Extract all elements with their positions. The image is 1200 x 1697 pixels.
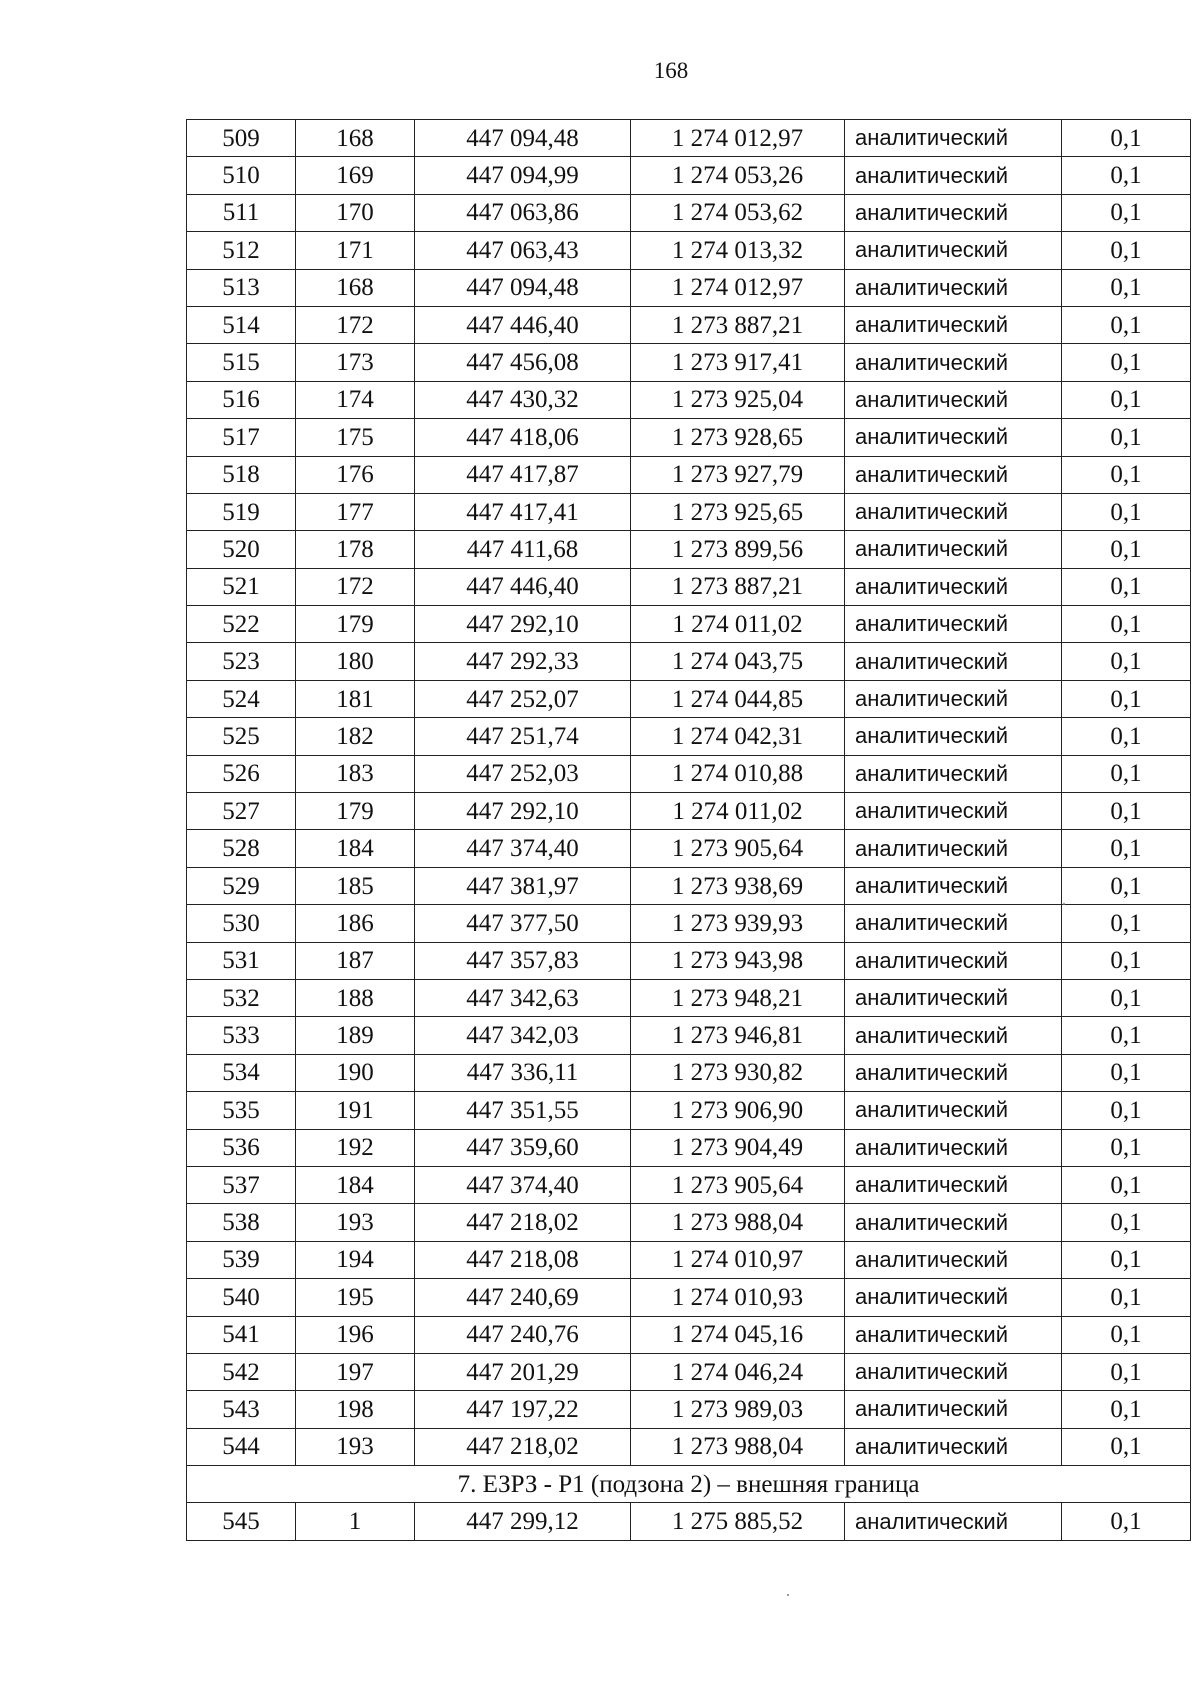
x-coordinate-cell: 447 374,40 xyxy=(415,830,631,867)
accuracy-cell: 0,1 xyxy=(1062,1391,1191,1428)
x-coordinate-cell: 447 251,74 xyxy=(415,718,631,755)
scan-speck xyxy=(1063,903,1065,905)
section-title: 7. ЕЗРЗ - Р1 (подзона 2) – внешняя граница xyxy=(187,1466,1191,1503)
accuracy-cell: 0,1 xyxy=(1062,680,1191,717)
scan-speck xyxy=(787,1594,789,1596)
method-cell: аналитический xyxy=(845,194,1062,231)
accuracy-cell: 0,1 xyxy=(1062,1428,1191,1465)
table-row xyxy=(187,942,1191,979)
x-coordinate-cell: 447 381,97 xyxy=(415,867,631,904)
accuracy-cell: 0,1 xyxy=(1062,942,1191,979)
y-coordinate-cell: 1 274 045,16 xyxy=(631,1316,845,1353)
row-number-cell: 522 xyxy=(187,606,296,643)
x-coordinate-cell: 447 292,33 xyxy=(415,643,631,680)
x-coordinate-cell: 447 377,50 xyxy=(415,905,631,942)
row-number-cell: 530 xyxy=(187,905,296,942)
row-number-cell: 523 xyxy=(187,643,296,680)
accuracy-cell: 0,1 xyxy=(1062,1017,1191,1054)
y-coordinate-cell: 1 273 925,65 xyxy=(631,493,845,530)
table-row xyxy=(187,755,1191,792)
table-row xyxy=(187,1092,1191,1129)
table-row xyxy=(187,232,1191,269)
table-row xyxy=(187,493,1191,530)
row-number-cell: 529 xyxy=(187,867,296,904)
y-coordinate-cell: 1 274 044,85 xyxy=(631,680,845,717)
x-coordinate-cell: 447 218,02 xyxy=(415,1428,631,1465)
y-coordinate-cell: 1 273 906,90 xyxy=(631,1092,845,1129)
page-number: 168 xyxy=(653,58,689,83)
method-cell: аналитический xyxy=(845,905,1062,942)
y-coordinate-cell: 1 274 053,62 xyxy=(631,194,845,231)
x-coordinate-cell: 447 094,99 xyxy=(415,157,631,194)
x-coordinate-cell: 447 456,08 xyxy=(415,344,631,381)
x-coordinate-cell: 447 374,40 xyxy=(415,1166,631,1203)
row-number-cell: 521 xyxy=(187,568,296,605)
point-number-cell: 182 xyxy=(296,718,415,755)
row-number-cell: 515 xyxy=(187,344,296,381)
accuracy-cell: 0,1 xyxy=(1062,979,1191,1016)
accuracy-cell: 0,1 xyxy=(1062,456,1191,493)
point-number-cell: 175 xyxy=(296,419,415,456)
method-cell: аналитический xyxy=(845,1017,1062,1054)
y-coordinate-cell: 1 273 905,64 xyxy=(631,1166,845,1203)
table-row xyxy=(187,568,1191,605)
accuracy-cell: 0,1 xyxy=(1062,381,1191,418)
table-row xyxy=(187,381,1191,418)
accuracy-cell: 0,1 xyxy=(1062,493,1191,530)
row-number-cell: 518 xyxy=(187,456,296,493)
table-row xyxy=(187,419,1191,456)
y-coordinate-cell: 1 273 887,21 xyxy=(631,306,845,343)
table-row xyxy=(187,306,1191,343)
accuracy-cell: 0,1 xyxy=(1062,830,1191,867)
point-number-cell: 172 xyxy=(296,306,415,343)
point-number-cell: 172 xyxy=(296,568,415,605)
x-coordinate-cell: 447 218,08 xyxy=(415,1241,631,1278)
table-row xyxy=(187,867,1191,904)
x-coordinate-cell: 447 446,40 xyxy=(415,306,631,343)
accuracy-cell: 0,1 xyxy=(1062,606,1191,643)
table-row xyxy=(187,1316,1191,1353)
row-number-cell: 540 xyxy=(187,1279,296,1316)
x-coordinate-cell: 447 299,12 xyxy=(415,1503,631,1540)
point-number-cell: 189 xyxy=(296,1017,415,1054)
y-coordinate-cell: 1 273 989,03 xyxy=(631,1391,845,1428)
accuracy-cell: 0,1 xyxy=(1062,419,1191,456)
table-row xyxy=(187,1054,1191,1091)
y-coordinate-cell: 1 273 939,93 xyxy=(631,905,845,942)
x-coordinate-cell: 447 336,11 xyxy=(415,1054,631,1091)
accuracy-cell: 0,1 xyxy=(1062,793,1191,830)
method-cell: аналитический xyxy=(845,1129,1062,1166)
x-coordinate-cell: 447 252,07 xyxy=(415,680,631,717)
table-row xyxy=(187,793,1191,830)
y-coordinate-cell: 1 273 927,79 xyxy=(631,456,845,493)
point-number-cell: 174 xyxy=(296,381,415,418)
x-coordinate-cell: 447 240,69 xyxy=(415,1279,631,1316)
row-number-cell: 541 xyxy=(187,1316,296,1353)
y-coordinate-cell: 1 274 010,97 xyxy=(631,1241,845,1278)
x-coordinate-cell: 447 218,02 xyxy=(415,1204,631,1241)
point-number-cell: 191 xyxy=(296,1092,415,1129)
method-cell: аналитический xyxy=(845,867,1062,904)
y-coordinate-cell: 1 273 899,56 xyxy=(631,531,845,568)
accuracy-cell: 0,1 xyxy=(1062,1129,1191,1166)
method-cell: аналитический xyxy=(845,1166,1062,1203)
row-number-cell: 538 xyxy=(187,1204,296,1241)
x-coordinate-cell: 447 418,06 xyxy=(415,419,631,456)
y-coordinate-cell: 1 273 904,49 xyxy=(631,1129,845,1166)
point-number-cell: 197 xyxy=(296,1353,415,1390)
method-cell: аналитический xyxy=(845,793,1062,830)
row-number-cell: 517 xyxy=(187,419,296,456)
accuracy-cell: 0,1 xyxy=(1062,1204,1191,1241)
x-coordinate-cell: 447 292,10 xyxy=(415,793,631,830)
row-number-cell: 539 xyxy=(187,1241,296,1278)
point-number-cell: 185 xyxy=(296,867,415,904)
table-row xyxy=(187,120,1191,157)
y-coordinate-cell: 1 274 042,31 xyxy=(631,718,845,755)
method-cell: аналитический xyxy=(845,456,1062,493)
point-number-cell: 168 xyxy=(296,269,415,306)
y-coordinate-cell: 1 274 011,02 xyxy=(631,606,845,643)
point-number-cell: 193 xyxy=(296,1428,415,1465)
row-number-cell: 510 xyxy=(187,157,296,194)
x-coordinate-cell: 447 411,68 xyxy=(415,531,631,568)
x-coordinate-cell: 447 252,03 xyxy=(415,755,631,792)
method-cell: аналитический xyxy=(845,1428,1062,1465)
coordinates-table xyxy=(186,119,1191,1541)
row-number-cell: 531 xyxy=(187,942,296,979)
method-cell: аналитический xyxy=(845,1054,1062,1091)
table-row xyxy=(187,643,1191,680)
method-cell: аналитический xyxy=(845,381,1062,418)
accuracy-cell: 0,1 xyxy=(1062,568,1191,605)
point-number-cell: 181 xyxy=(296,680,415,717)
point-number-cell: 188 xyxy=(296,979,415,1016)
method-cell: аналитический xyxy=(845,493,1062,530)
row-number-cell: 519 xyxy=(187,493,296,530)
point-number-cell: 177 xyxy=(296,493,415,530)
accuracy-cell: 0,1 xyxy=(1062,1353,1191,1390)
point-number-cell: 192 xyxy=(296,1129,415,1166)
y-coordinate-cell: 1 274 012,97 xyxy=(631,120,845,157)
point-number-cell: 1 xyxy=(296,1503,415,1540)
y-coordinate-cell: 1 274 010,88 xyxy=(631,755,845,792)
y-coordinate-cell: 1 275 885,52 xyxy=(631,1503,845,1540)
y-coordinate-cell: 1 273 905,64 xyxy=(631,830,845,867)
x-coordinate-cell: 447 342,03 xyxy=(415,1017,631,1054)
table-row xyxy=(187,1166,1191,1203)
y-coordinate-cell: 1 273 938,69 xyxy=(631,867,845,904)
accuracy-cell: 0,1 xyxy=(1062,1092,1191,1129)
row-number-cell: 544 xyxy=(187,1428,296,1465)
x-coordinate-cell: 447 357,83 xyxy=(415,942,631,979)
table-row xyxy=(187,1017,1191,1054)
row-number-cell: 514 xyxy=(187,306,296,343)
row-number-cell: 534 xyxy=(187,1054,296,1091)
table-row xyxy=(187,269,1191,306)
row-number-cell: 542 xyxy=(187,1353,296,1390)
point-number-cell: 198 xyxy=(296,1391,415,1428)
table-row xyxy=(187,194,1191,231)
method-cell: аналитический xyxy=(845,1503,1062,1540)
point-number-cell: 190 xyxy=(296,1054,415,1091)
x-coordinate-cell: 447 417,87 xyxy=(415,456,631,493)
table-row xyxy=(187,1391,1191,1428)
y-coordinate-cell: 1 273 988,04 xyxy=(631,1204,845,1241)
x-coordinate-cell: 447 063,86 xyxy=(415,194,631,231)
accuracy-cell: 0,1 xyxy=(1062,1054,1191,1091)
method-cell: аналитический xyxy=(845,419,1062,456)
table-row xyxy=(187,344,1191,381)
table-row xyxy=(187,1353,1191,1390)
point-number-cell: 170 xyxy=(296,194,415,231)
table-row xyxy=(187,979,1191,1016)
x-coordinate-cell: 447 342,63 xyxy=(415,979,631,1016)
y-coordinate-cell: 1 274 043,75 xyxy=(631,643,845,680)
x-coordinate-cell: 447 201,29 xyxy=(415,1353,631,1390)
method-cell: аналитический xyxy=(845,643,1062,680)
method-cell: аналитический xyxy=(845,1092,1062,1129)
x-coordinate-cell: 447 240,76 xyxy=(415,1316,631,1353)
row-number-cell: 527 xyxy=(187,793,296,830)
y-coordinate-cell: 1 274 010,93 xyxy=(631,1279,845,1316)
y-coordinate-cell: 1 273 948,21 xyxy=(631,979,845,1016)
method-cell: аналитический xyxy=(845,942,1062,979)
accuracy-cell: 0,1 xyxy=(1062,1241,1191,1278)
accuracy-cell: 0,1 xyxy=(1062,1316,1191,1353)
point-number-cell: 179 xyxy=(296,606,415,643)
row-number-cell: 524 xyxy=(187,680,296,717)
method-cell: аналитический xyxy=(845,830,1062,867)
x-coordinate-cell: 447 063,43 xyxy=(415,232,631,269)
row-number-cell: 545 xyxy=(187,1503,296,1540)
point-number-cell: 180 xyxy=(296,643,415,680)
y-coordinate-cell: 1 273 946,81 xyxy=(631,1017,845,1054)
y-coordinate-cell: 1 274 046,24 xyxy=(631,1353,845,1390)
method-cell: аналитический xyxy=(845,718,1062,755)
method-cell: аналитический xyxy=(845,232,1062,269)
accuracy-cell: 0,1 xyxy=(1062,867,1191,904)
point-number-cell: 196 xyxy=(296,1316,415,1353)
row-number-cell: 535 xyxy=(187,1092,296,1129)
accuracy-cell: 0,1 xyxy=(1062,1166,1191,1203)
x-coordinate-cell: 447 094,48 xyxy=(415,269,631,306)
method-cell: аналитический xyxy=(845,269,1062,306)
table-row xyxy=(187,718,1191,755)
y-coordinate-cell: 1 274 011,02 xyxy=(631,793,845,830)
accuracy-cell: 0,1 xyxy=(1062,755,1191,792)
section-header-row xyxy=(187,1466,1191,1503)
point-number-cell: 169 xyxy=(296,157,415,194)
point-number-cell: 186 xyxy=(296,905,415,942)
row-number-cell: 528 xyxy=(187,830,296,867)
method-cell: аналитический xyxy=(845,1279,1062,1316)
method-cell: аналитический xyxy=(845,1316,1062,1353)
y-coordinate-cell: 1 274 053,26 xyxy=(631,157,845,194)
point-number-cell: 176 xyxy=(296,456,415,493)
accuracy-cell: 0,1 xyxy=(1062,232,1191,269)
point-number-cell: 183 xyxy=(296,755,415,792)
row-number-cell: 533 xyxy=(187,1017,296,1054)
y-coordinate-cell: 1 273 887,21 xyxy=(631,568,845,605)
method-cell: аналитический xyxy=(845,344,1062,381)
method-cell: аналитический xyxy=(845,1391,1062,1428)
table-row xyxy=(187,680,1191,717)
point-number-cell: 184 xyxy=(296,830,415,867)
point-number-cell: 195 xyxy=(296,1279,415,1316)
row-number-cell: 543 xyxy=(187,1391,296,1428)
point-number-cell: 171 xyxy=(296,232,415,269)
row-number-cell: 511 xyxy=(187,194,296,231)
point-number-cell: 193 xyxy=(296,1204,415,1241)
table-row xyxy=(187,531,1191,568)
table-row xyxy=(187,1279,1191,1316)
table-row xyxy=(187,1241,1191,1278)
point-number-cell: 178 xyxy=(296,531,415,568)
accuracy-cell: 0,1 xyxy=(1062,157,1191,194)
accuracy-cell: 0,1 xyxy=(1062,531,1191,568)
accuracy-cell: 0,1 xyxy=(1062,1279,1191,1316)
accuracy-cell: 0,1 xyxy=(1062,643,1191,680)
accuracy-cell: 0,1 xyxy=(1062,269,1191,306)
method-cell: аналитический xyxy=(845,979,1062,1016)
x-coordinate-cell: 447 359,60 xyxy=(415,1129,631,1166)
y-coordinate-cell: 1 273 917,41 xyxy=(631,344,845,381)
row-number-cell: 526 xyxy=(187,755,296,792)
accuracy-cell: 0,1 xyxy=(1062,1503,1191,1540)
row-number-cell: 532 xyxy=(187,979,296,1016)
accuracy-cell: 0,1 xyxy=(1062,306,1191,343)
table-body xyxy=(187,120,1191,1541)
accuracy-cell: 0,1 xyxy=(1062,120,1191,157)
accuracy-cell: 0,1 xyxy=(1062,344,1191,381)
row-number-cell: 512 xyxy=(187,232,296,269)
method-cell: аналитический xyxy=(845,157,1062,194)
y-coordinate-cell: 1 273 928,65 xyxy=(631,419,845,456)
table-row xyxy=(187,1503,1191,1540)
accuracy-cell: 0,1 xyxy=(1062,905,1191,942)
x-coordinate-cell: 447 417,41 xyxy=(415,493,631,530)
row-number-cell: 509 xyxy=(187,120,296,157)
y-coordinate-cell: 1 273 925,04 xyxy=(631,381,845,418)
point-number-cell: 179 xyxy=(296,793,415,830)
x-coordinate-cell: 447 292,10 xyxy=(415,606,631,643)
table-row xyxy=(187,830,1191,867)
y-coordinate-cell: 1 273 988,04 xyxy=(631,1428,845,1465)
point-number-cell: 194 xyxy=(296,1241,415,1278)
table-row xyxy=(187,606,1191,643)
point-number-cell: 187 xyxy=(296,942,415,979)
row-number-cell: 516 xyxy=(187,381,296,418)
method-cell: аналитический xyxy=(845,606,1062,643)
row-number-cell: 513 xyxy=(187,269,296,306)
y-coordinate-cell: 1 274 013,32 xyxy=(631,232,845,269)
table-row xyxy=(187,1428,1191,1465)
table-row xyxy=(187,1204,1191,1241)
table-row xyxy=(187,456,1191,493)
method-cell: аналитический xyxy=(845,120,1062,157)
method-cell: аналитический xyxy=(845,568,1062,605)
y-coordinate-cell: 1 273 930,82 xyxy=(631,1054,845,1091)
row-number-cell: 520 xyxy=(187,531,296,568)
point-number-cell: 168 xyxy=(296,120,415,157)
x-coordinate-cell: 447 351,55 xyxy=(415,1092,631,1129)
row-number-cell: 525 xyxy=(187,718,296,755)
method-cell: аналитический xyxy=(845,1204,1062,1241)
point-number-cell: 173 xyxy=(296,344,415,381)
method-cell: аналитический xyxy=(845,680,1062,717)
method-cell: аналитический xyxy=(845,306,1062,343)
x-coordinate-cell: 447 430,32 xyxy=(415,381,631,418)
x-coordinate-cell: 447 197,22 xyxy=(415,1391,631,1428)
table-row xyxy=(187,905,1191,942)
table-row xyxy=(187,157,1191,194)
x-coordinate-cell: 447 446,40 xyxy=(415,568,631,605)
point-number-cell: 184 xyxy=(296,1166,415,1203)
y-coordinate-cell: 1 274 012,97 xyxy=(631,269,845,306)
method-cell: аналитический xyxy=(845,1353,1062,1390)
row-number-cell: 537 xyxy=(187,1166,296,1203)
method-cell: аналитический xyxy=(845,1241,1062,1278)
method-cell: аналитический xyxy=(845,755,1062,792)
accuracy-cell: 0,1 xyxy=(1062,718,1191,755)
accuracy-cell: 0,1 xyxy=(1062,194,1191,231)
table-row xyxy=(187,1129,1191,1166)
row-number-cell: 536 xyxy=(187,1129,296,1166)
y-coordinate-cell: 1 273 943,98 xyxy=(631,942,845,979)
method-cell: аналитический xyxy=(845,531,1062,568)
x-coordinate-cell: 447 094,48 xyxy=(415,120,631,157)
